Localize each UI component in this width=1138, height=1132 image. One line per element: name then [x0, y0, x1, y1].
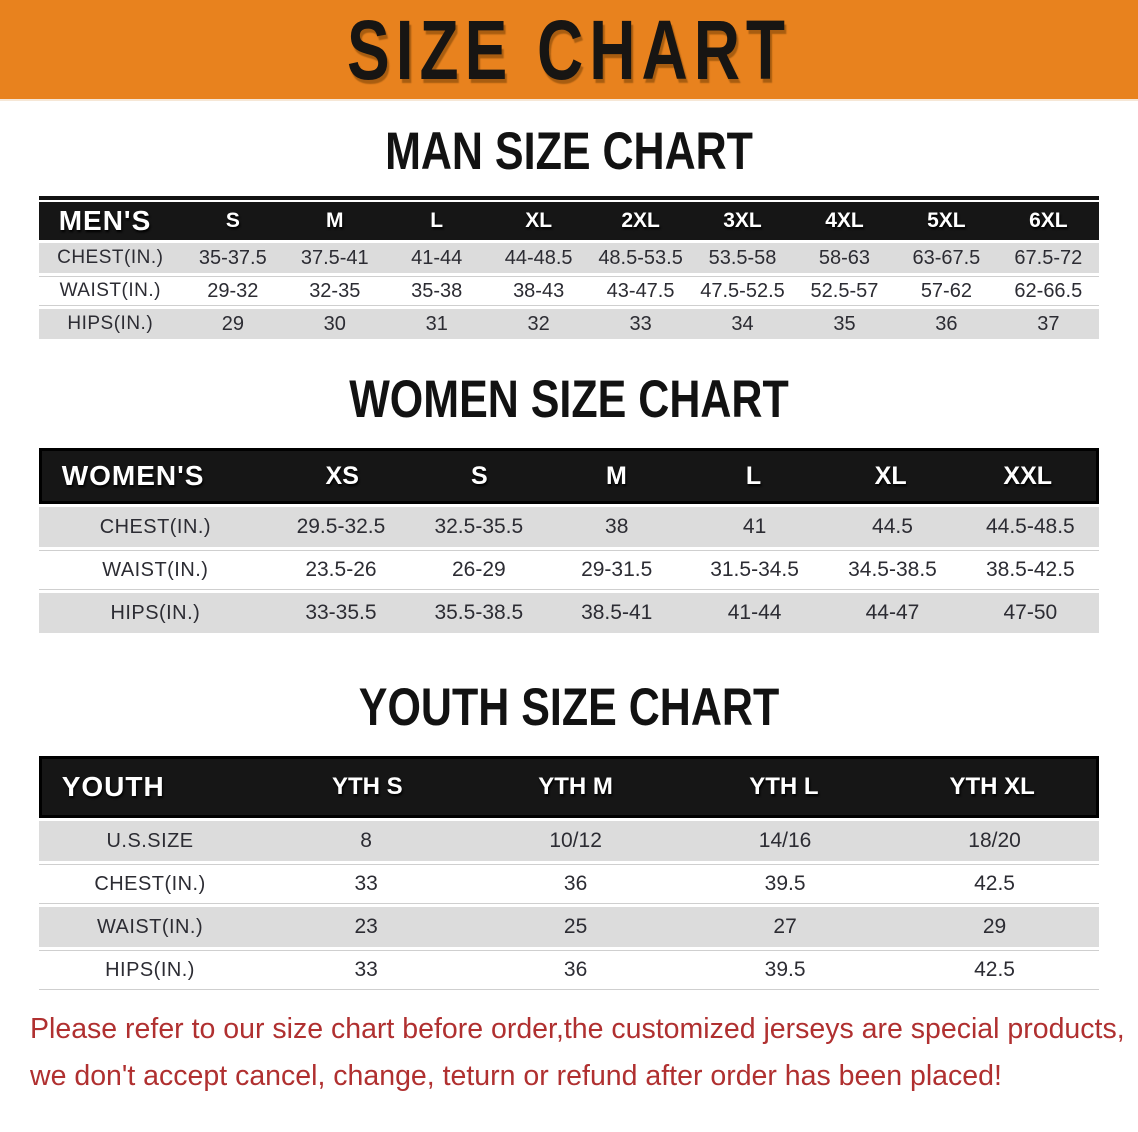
size-cell: 41 [742, 515, 767, 538]
size-cell: 34 [731, 312, 754, 335]
row-label: WAIST(IN.) [96, 915, 204, 938]
size-cell: 26-29 [451, 558, 506, 581]
size-cell: 37 [1037, 312, 1060, 335]
column-header: XL [874, 461, 907, 490]
row-label: HIPS(IN.) [67, 313, 154, 334]
table-header-row [39, 202, 1100, 240]
size-cell: 36 [563, 872, 588, 895]
size-cell: 25 [563, 915, 588, 938]
size-cell: 35-37.5 [198, 246, 267, 269]
row-label: CHEST(IN.) [99, 515, 212, 538]
section-title-text: WOMEN SIZE CHART [349, 370, 789, 430]
size-cell: 35 [833, 312, 856, 335]
column-header: XXL [1003, 461, 1053, 490]
size-cell: 39.5 [764, 872, 806, 895]
size-cell: 63-67.5 [912, 246, 981, 269]
row-label: WAIST(IN.) [102, 558, 209, 581]
size-cell: 10/12 [549, 829, 602, 852]
column-header: YTH M [538, 773, 613, 800]
column-header: L [430, 209, 444, 232]
size-cell: 27 [773, 915, 797, 938]
row-label: U.S.SIZE [106, 829, 194, 852]
size-cell: 35-38 [411, 279, 463, 302]
size-cell: 42.5 [974, 872, 1015, 895]
content [0, 122, 1138, 1100]
column-header: YTH L [749, 773, 819, 800]
size-cell: 29.5-32.5 [296, 515, 386, 538]
section-men [0, 122, 1138, 339]
column-header: S [225, 209, 240, 232]
disclaimer [0, 1006, 1138, 1100]
size-cell: 38.5-41 [581, 601, 653, 624]
size-cell: 33 [629, 312, 652, 335]
size-cell: 23.5-26 [305, 558, 377, 581]
table-header-row [39, 756, 1100, 818]
size-cell: 47.5-52.5 [700, 279, 785, 302]
column-header: XL [525, 209, 553, 232]
size-cell: 37.5-41 [300, 246, 369, 269]
row-label: HIPS(IN.) [110, 601, 201, 624]
column-header: 2XL [621, 209, 660, 232]
size-cell: 44.5-48.5 [985, 515, 1075, 538]
column-header: YTH XL [949, 773, 1035, 800]
size-cell: 30 [323, 312, 346, 335]
table-header-label: MEN'S [58, 205, 152, 236]
size-cell: 31 [425, 312, 448, 335]
chart-sections [0, 122, 1138, 990]
row-label: WAIST(IN.) [59, 280, 161, 301]
size-cell: 53.5-58 [708, 246, 777, 269]
size-cell: 47-50 [1003, 601, 1058, 624]
section-title-text: MAN SIZE CHART [385, 122, 753, 182]
size-cell: 38 [605, 515, 629, 538]
section-youth [0, 678, 1138, 990]
column-header: 5XL [927, 209, 966, 232]
size-cell: 36 [563, 958, 588, 981]
section-title-men [0, 122, 1138, 182]
section-women [0, 370, 1138, 633]
column-header: M [606, 461, 627, 490]
banner-title: SIZE CHART [347, 1, 791, 98]
table-row [39, 507, 1100, 547]
table-header-label: YOUTH [61, 771, 165, 802]
size-cell: 58-63 [818, 246, 871, 269]
size-table-men [39, 196, 1100, 339]
size-cell: 29 [982, 915, 1007, 938]
size-cell: 34.5-38.5 [848, 558, 937, 581]
size-cell: 57-62 [920, 279, 972, 302]
size-cell: 39.5 [764, 958, 806, 981]
table-row [39, 950, 1100, 990]
size-cell: 44-47 [865, 601, 920, 624]
size-cell: 23 [354, 915, 378, 938]
disclaimer-line-1: Please refer to our size chart before order,the customized jerseys are special products, [30, 1013, 1125, 1045]
size-cell: 44.5 [872, 515, 913, 538]
size-cell: 44-48.5 [504, 246, 573, 269]
size-cell: 52.5-57 [810, 279, 879, 302]
table-header-row [39, 448, 1100, 504]
table-row [39, 821, 1100, 861]
table-row [39, 309, 1100, 339]
size-cell: 35.5-38.5 [434, 601, 524, 624]
table-row [39, 907, 1100, 947]
column-header: L [745, 461, 762, 490]
size-cell: 8 [360, 829, 372, 852]
table-row [39, 243, 1100, 273]
section-title-text: YOUTH SIZE CHART [358, 678, 780, 738]
column-header: YTH S [331, 773, 403, 800]
size-cell: 62-66.5 [1014, 279, 1083, 302]
table-row [39, 550, 1100, 590]
size-cell: 33 [354, 958, 378, 981]
size-cell: 36 [935, 312, 958, 335]
size-cell: 43-47.5 [606, 279, 675, 302]
size-cell: 41-44 [411, 246, 463, 269]
column-header: 4XL [825, 209, 864, 232]
size-cell: 41-44 [727, 601, 782, 624]
column-header: 6XL [1029, 209, 1068, 232]
size-cell: 32.5-35.5 [434, 515, 524, 538]
column-header: M [326, 209, 344, 232]
size-table-youth [39, 756, 1100, 990]
table-row [39, 864, 1100, 904]
size-cell: 48.5-53.5 [598, 246, 683, 269]
table-row [39, 593, 1100, 633]
size-cell: 31.5-34.5 [710, 558, 799, 581]
size-cell: 38.5-42.5 [985, 558, 1075, 581]
size-cell: 29 [221, 312, 244, 335]
size-cell: 18/20 [968, 829, 1021, 852]
size-table-women [39, 448, 1100, 633]
size-cell: 33 [354, 872, 378, 895]
disclaimer-line-2: we don't accept cancel, change, teturn or refund after order has been placed! [30, 1060, 1002, 1092]
banner [0, 0, 1138, 101]
section-title-women [0, 370, 1138, 430]
column-header: XS [325, 461, 359, 490]
table-row [39, 276, 1100, 306]
size-cell: 38-43 [513, 279, 565, 302]
size-cell: 32 [527, 312, 550, 335]
size-cell: 67.5-72 [1014, 246, 1083, 269]
table-header-label: WOMEN'S [61, 460, 205, 491]
column-header: S [470, 461, 488, 490]
size-cell: 42.5 [974, 958, 1015, 981]
size-cell: 29-31.5 [581, 558, 653, 581]
size-cell: 14/16 [758, 829, 812, 852]
size-cell: 29-32 [207, 279, 259, 302]
section-title-youth [0, 678, 1138, 738]
column-header: 3XL [723, 209, 762, 232]
row-label: CHEST(IN.) [94, 872, 206, 895]
size-cell: 33-35.5 [305, 601, 377, 624]
row-label: HIPS(IN.) [105, 958, 195, 981]
size-cell: 32-35 [309, 279, 361, 302]
row-label: CHEST(IN.) [57, 247, 164, 268]
